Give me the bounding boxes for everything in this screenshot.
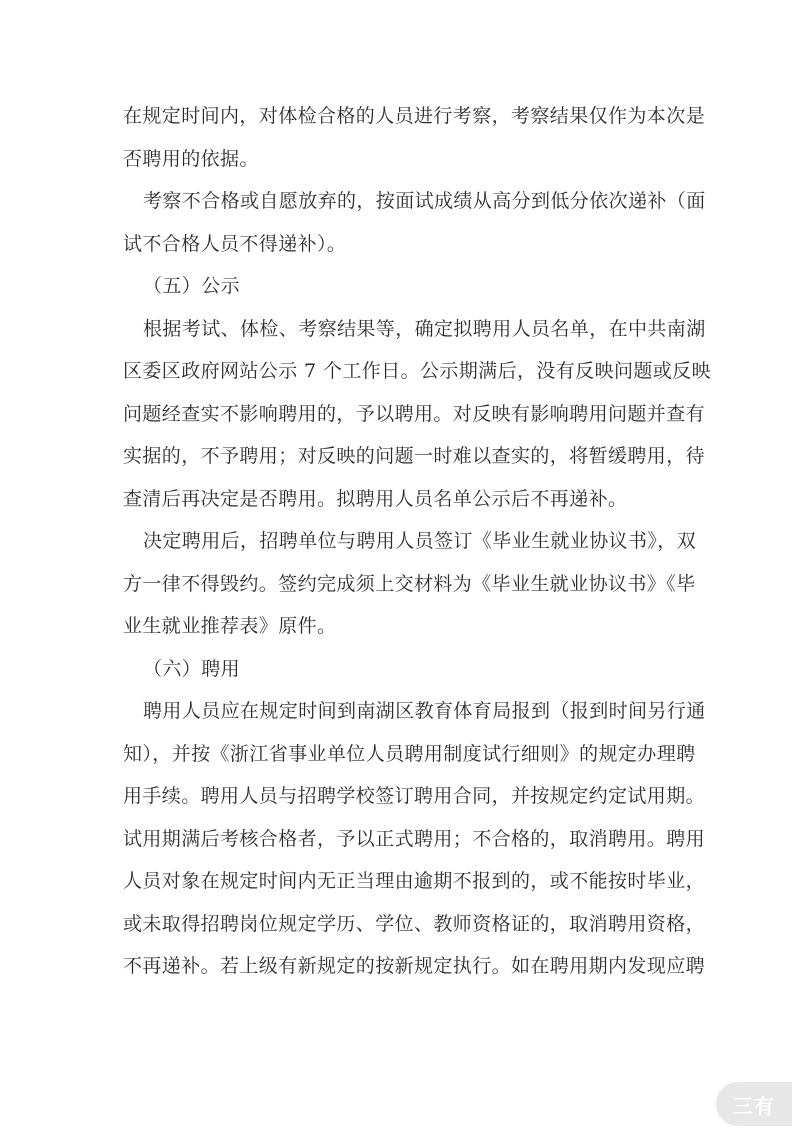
body-line-15: 聘用人员应在规定时间到南湖区教育体育局报到（报到时间另行通	[143, 700, 706, 722]
body-line-1: 在规定时间内，对体检合格的人员进行考察，考察结果仅作为本次是	[123, 105, 706, 127]
section-heading-employment: （六）聘用	[143, 658, 241, 680]
body-line-10: 查清后再决定是否聘用。拟聘用人员名单公示后不再递补。	[123, 488, 628, 510]
body-line-18: 试用期满后考核合格者，予以正式聘用；不合格的，取消聘用。聘用	[123, 828, 706, 850]
body-line-21: 不再递补。若上级有新规定的按新规定执行。如在聘用期内发现应聘	[123, 955, 706, 977]
body-line-8: 问题经查实不影响聘用的，予以聘用。对反映有影响聘用问题并查有	[123, 403, 706, 425]
watermark-badge: 三有	[716, 1082, 792, 1126]
body-line-4: 试不合格人员不得递补）。	[123, 233, 347, 255]
body-line-19: 人员对象在规定时间内无正当理由逾期不报到的，或不能按时毕业，	[123, 870, 706, 892]
body-line-17: 用手续。聘用人员与招聘学校签订聘用合同，并按规定约定试用期。	[123, 785, 706, 807]
body-line-3: 考察不合格或自愿放弃的，按面试成绩从高分到低分依次递补（面	[143, 190, 706, 212]
body-line-16: 知），并按《浙江省事业单位人员聘用制度试行细则》的规定办理聘	[123, 743, 696, 765]
body-line-11: 决定聘用后，招聘单位与聘用人员签订《毕业生就业协议书》，双	[143, 530, 697, 552]
body-line-12: 方一律不得毁约。签约完成须上交材料为《毕业生就业协议书》《毕	[123, 573, 696, 595]
body-line-9: 实据的，不予聘用；对反映的问题一时难以查实的，将暂缓聘用，待	[123, 445, 706, 467]
body-line-2: 否聘用的依据。	[123, 148, 259, 170]
section-heading-publicity: （五）公示	[143, 275, 241, 297]
body-line-20: 或未取得招聘岗位规定学历、学位、教师资格证的，取消聘用资格，	[123, 913, 706, 935]
body-line-6: 根据考试、体检、考察结果等，确定拟聘用人员名单，在中共南湖	[143, 318, 706, 340]
body-line-13: 业生就业推荐表》原件。	[123, 615, 337, 637]
body-line-7: 区委区政府网站公示 7 个工作日。公示期满后，没有反映问题或反映	[123, 360, 711, 382]
